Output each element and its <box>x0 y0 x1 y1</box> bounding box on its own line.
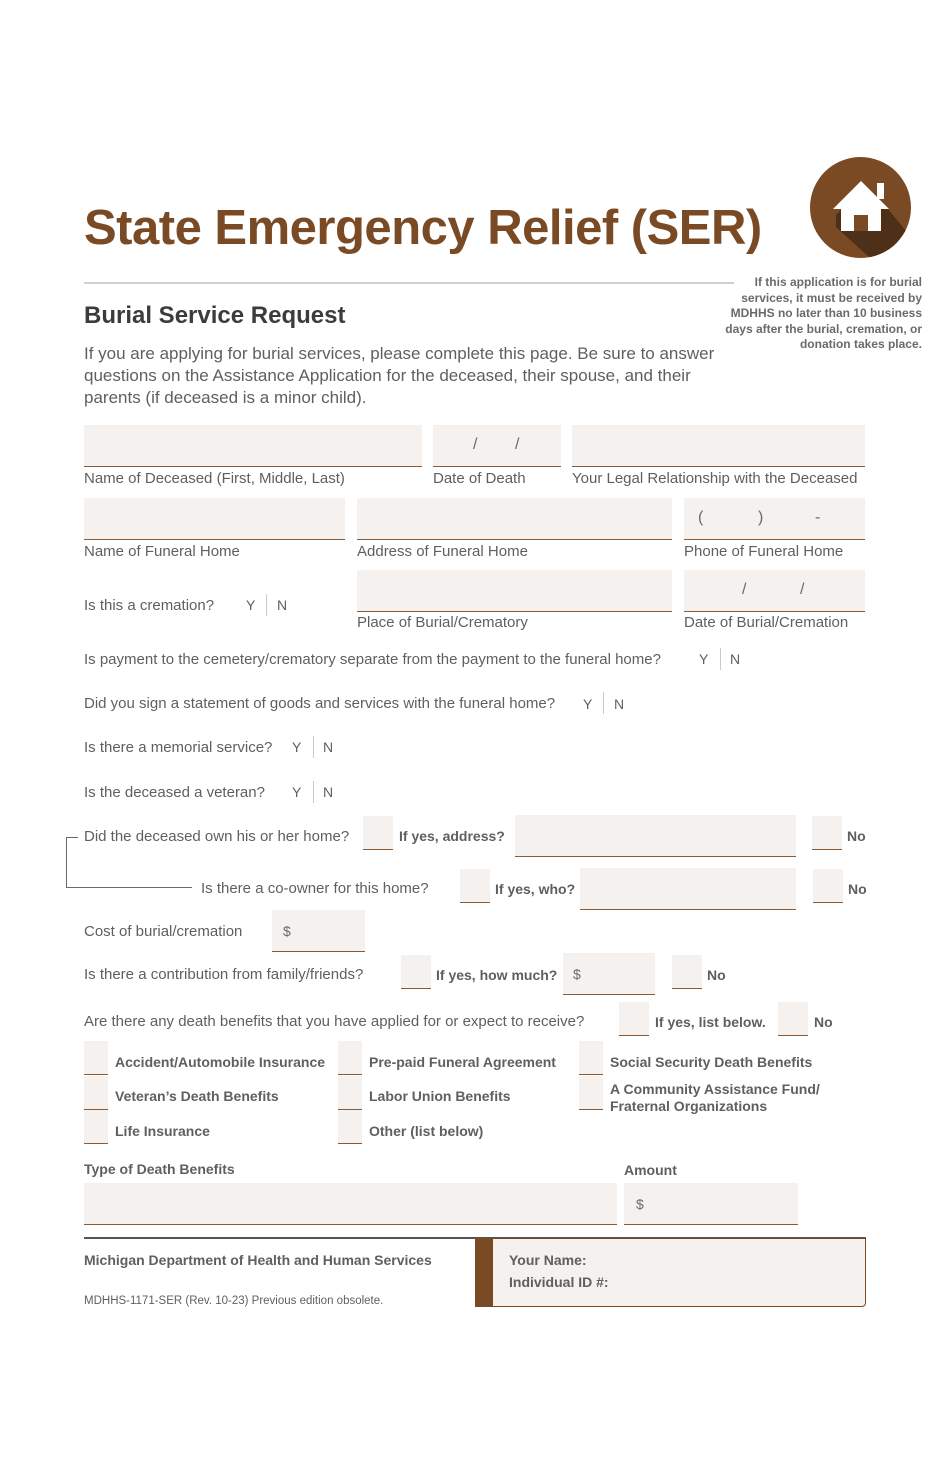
funeral-home-name-label: Name of Funeral Home <box>84 543 240 560</box>
title-divider <box>84 282 734 284</box>
yn-divider <box>266 594 267 616</box>
phone-dash: - <box>815 509 821 526</box>
co-owner-yes-checkbox[interactable] <box>460 869 490 903</box>
cremation-yes[interactable]: Y <box>246 597 256 613</box>
section-title: Burial Service Request <box>84 302 346 329</box>
contribution-no-checkbox[interactable] <box>672 955 702 989</box>
page-title: State Emergency Relief (SER) <box>84 201 762 255</box>
section-intro: If you are applying for burial services, please complete this page. Be sure to answer questions on the Assistance Application for the deceased, their spouse, and their parents (if deceased is a minor child). <box>84 344 715 407</box>
deceased-name-input[interactable] <box>84 425 422 467</box>
yn-divider <box>720 648 721 670</box>
yn-divider <box>313 781 314 803</box>
veteran-no[interactable]: N <box>323 784 334 800</box>
relationship-label: Your Legal Relationship with the Deceased <box>572 470 858 487</box>
contribution-no-label: No <box>707 967 726 983</box>
date-slash: / <box>800 581 805 598</box>
statement-yes[interactable]: Y <box>583 696 593 712</box>
life-insurance-checkbox[interactable] <box>84 1110 108 1144</box>
veteran-benefits-checkbox[interactable] <box>84 1076 108 1110</box>
community-fund-label: A Community Assistance Fund/ <box>610 1081 820 1097</box>
labor-union-label: Labor Union Benefits <box>369 1088 511 1104</box>
benefit-type-label: Type of Death Benefits <box>84 1161 235 1177</box>
statement-question: Did you sign a statement of goods and services with the funeral home? <box>84 695 556 712</box>
contribution-yes-checkbox[interactable] <box>401 955 431 989</box>
funeral-home-phone-input[interactable] <box>684 498 865 540</box>
benefit-amount-input[interactable] <box>624 1183 798 1225</box>
own-home-no-label: No <box>847 828 866 844</box>
social-security-checkbox[interactable] <box>579 1041 603 1075</box>
prepaid-funeral-label: Pre-paid Funeral Agreement <box>369 1054 556 1070</box>
own-home-no-checkbox[interactable] <box>812 816 842 850</box>
other-benefits-label: Other (list below) <box>369 1123 484 1139</box>
veteran-yes[interactable]: Y <box>292 784 302 800</box>
bracket-line <box>66 837 67 888</box>
department-name: Michigan Department of Health and Human Services <box>84 1252 432 1268</box>
phone-paren-open: ( <box>698 509 704 526</box>
labor-union-checkbox[interactable] <box>338 1076 362 1110</box>
dollar-sign: $ <box>636 1196 644 1212</box>
form-number: MDHHS-1171-SER (Rev. 10-23) Previous edition obsolete. <box>84 1295 384 1307</box>
place-of-burial-input[interactable] <box>357 570 672 612</box>
funeral-home-address-label: Address of Funeral Home <box>357 543 528 560</box>
deadline-notice: If this application is for burial services, it must be received by MDHHS no later than 10 business days after the burial, cremation, or donation takes place. <box>725 275 922 351</box>
veteran-benefits-label: Veteran’s Death Benefits <box>115 1088 279 1104</box>
cost-input[interactable] <box>272 910 365 952</box>
date-slash: / <box>473 436 478 453</box>
own-home-question: Did the deceased own his or her home? <box>84 828 350 845</box>
memorial-no[interactable]: N <box>323 739 334 755</box>
own-home-yes-checkbox[interactable] <box>363 816 393 850</box>
death-benefits-yes-checkbox[interactable] <box>619 1002 649 1036</box>
co-owner-question: Is there a co-owner for this home? <box>201 880 429 897</box>
date-slash: / <box>742 581 747 598</box>
memorial-yes[interactable]: Y <box>292 739 302 755</box>
date-of-death-label: Date of Death <box>433 470 526 487</box>
your-name-label: Your Name: <box>509 1252 587 1268</box>
individual-id-label: Individual ID #: <box>509 1274 609 1290</box>
phone-paren-close: ) <box>758 509 764 526</box>
community-fund-label-2: Fraternal Organizations <box>610 1098 768 1114</box>
funeral-home-name-input[interactable] <box>84 498 345 540</box>
funeral-home-phone-label: Phone of Funeral Home <box>684 543 844 560</box>
bracket-line <box>66 887 192 888</box>
dollar-sign: $ <box>573 966 581 982</box>
other-benefits-checkbox[interactable] <box>338 1110 362 1144</box>
dollar-sign: $ <box>283 923 291 939</box>
co-owner-input[interactable] <box>580 868 796 910</box>
deceased-name-label: Name of Deceased (First, Middle, Last) <box>84 470 345 487</box>
prepaid-funeral-checkbox[interactable] <box>338 1041 362 1075</box>
contribution-amount-input[interactable] <box>563 953 655 995</box>
payment-separate-yes[interactable]: Y <box>699 651 709 667</box>
applicant-id-box-accent <box>475 1238 493 1307</box>
co-owner-no-label: No <box>848 881 867 897</box>
cost-label: Cost of burial/cremation <box>84 923 243 940</box>
date-of-burial-input[interactable] <box>684 570 865 612</box>
contribution-amount-prompt: If yes, how much? <box>436 967 558 983</box>
date-of-burial-label: Date of Burial/Cremation <box>684 614 849 631</box>
death-benefits-no-label: No <box>814 1014 833 1030</box>
life-insurance-label: Life Insurance <box>115 1123 210 1139</box>
accident-insurance-label: Accident/Automobile Insurance <box>115 1054 326 1070</box>
payment-separate-question: Is payment to the cemetery/crematory separate from the payment to the funeral home? <box>84 651 661 668</box>
contribution-question: Is there a contribution from family/friends? <box>84 966 364 983</box>
house-icon <box>810 157 911 258</box>
yn-divider <box>603 692 604 714</box>
relationship-input[interactable] <box>572 425 865 467</box>
co-owner-who-prompt: If yes, who? <box>495 881 576 897</box>
benefit-type-input[interactable] <box>84 1183 617 1225</box>
applicant-id-box <box>475 1238 866 1307</box>
date-slash: / <box>515 436 520 453</box>
yn-divider <box>313 736 314 758</box>
death-benefits-no-checkbox[interactable] <box>778 1002 808 1036</box>
cremation-question: Is this a cremation? <box>84 597 215 614</box>
social-security-label: Social Security Death Benefits <box>610 1054 813 1070</box>
community-fund-checkbox[interactable] <box>579 1076 603 1110</box>
benefit-amount-label: Amount <box>624 1162 677 1178</box>
death-benefits-list-prompt: If yes, list below. <box>655 1014 766 1030</box>
payment-separate-no[interactable]: N <box>730 651 741 667</box>
house-logo <box>810 157 911 258</box>
veteran-question: Is the deceased a veteran? <box>84 784 265 801</box>
funeral-home-address-input[interactable] <box>357 498 672 540</box>
cremation-no[interactable]: N <box>277 597 288 613</box>
own-home-address-prompt: If yes, address? <box>399 828 505 844</box>
bracket-line <box>66 837 78 838</box>
statement-no[interactable]: N <box>614 696 625 712</box>
place-of-burial-label: Place of Burial/Crematory <box>357 614 528 631</box>
death-benefits-question: Are there any death benefits that you have applied for or expect to receive? <box>84 1013 585 1030</box>
accident-insurance-checkbox[interactable] <box>84 1041 108 1075</box>
home-address-input[interactable] <box>515 815 796 857</box>
co-owner-no-checkbox[interactable] <box>813 869 843 903</box>
memorial-question: Is there a memorial service? <box>84 739 273 756</box>
date-of-death-input[interactable] <box>433 425 561 467</box>
